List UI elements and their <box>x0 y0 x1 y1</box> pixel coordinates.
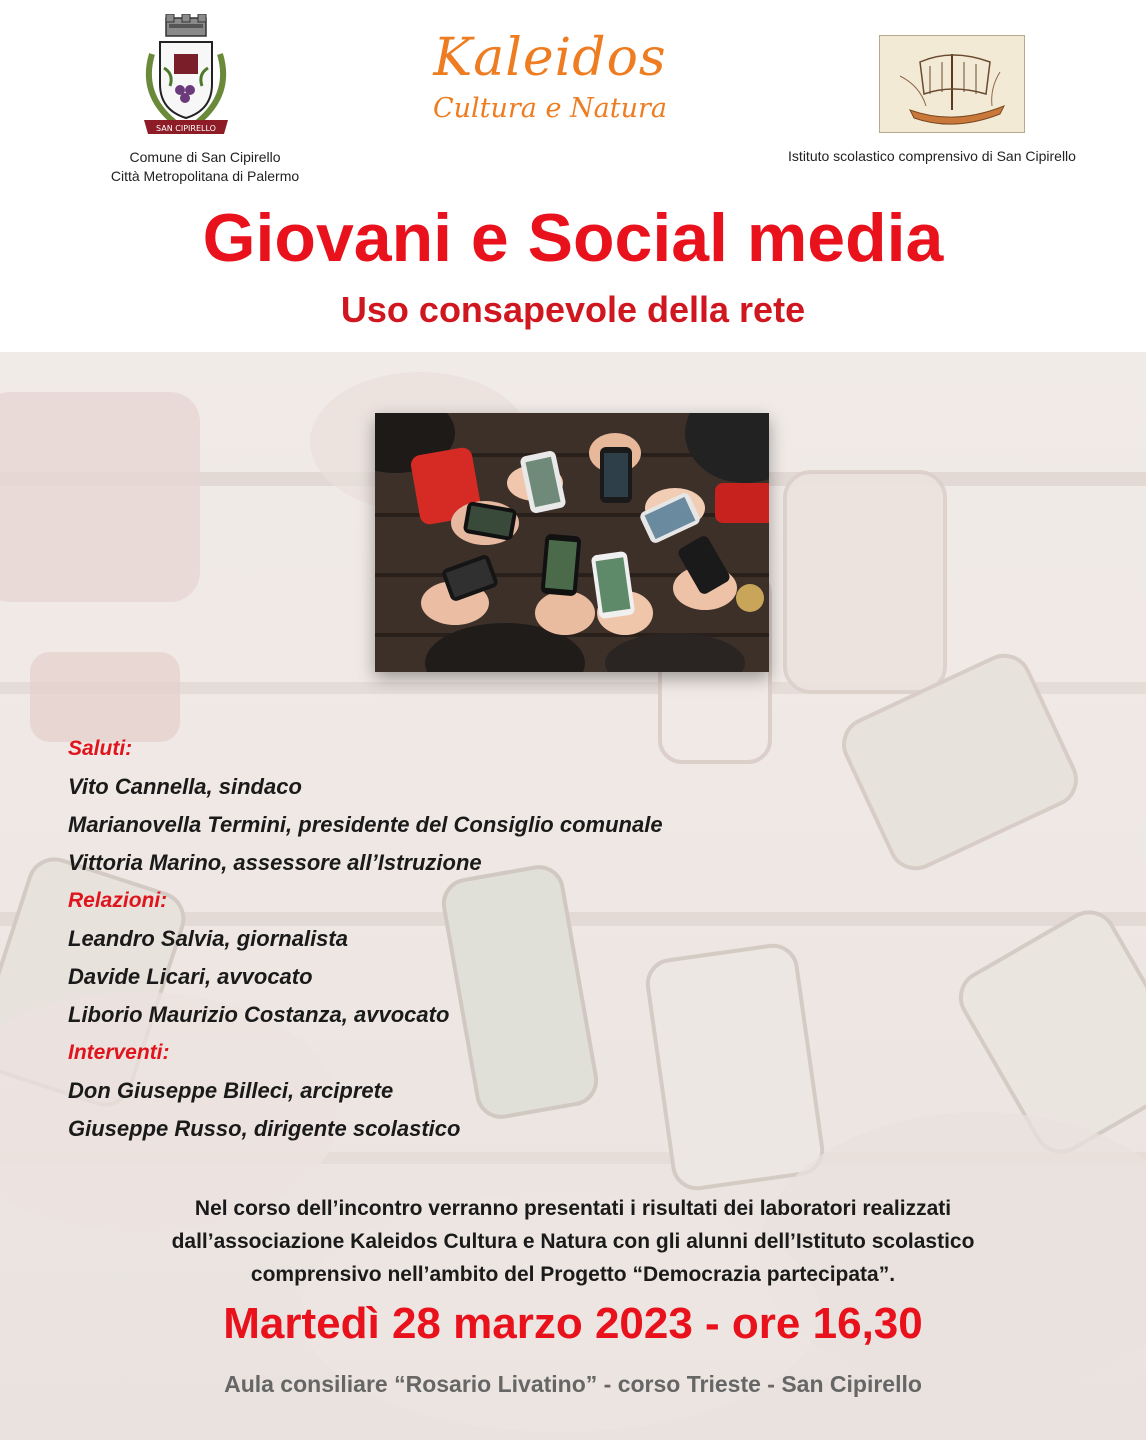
event-description <box>90 1192 1056 1291</box>
event-venue: Aula consiliare “Rosario Livatino” - corso Trieste - San Cipirello <box>224 1371 922 1397</box>
kaleidos-logo <box>400 28 700 126</box>
page-subtitle: Uso consapevole della rete <box>340 289 806 330</box>
relazioni-item: Leandro Salvia, giornalista <box>68 926 348 951</box>
saluti-heading: Saluti: <box>68 737 133 760</box>
logo-main-text: Kaleidos <box>433 28 667 88</box>
saluti-item: Vito Cannella, sindaco <box>68 774 302 799</box>
description-line: comprensivo nell’ambito del Progetto “Democrazia partecipata”. <box>250 1263 896 1286</box>
crest-ribbon-text: SAN CIPIRELLO <box>156 124 216 133</box>
relazioni-item: Liborio Maurizio Costanza, avvocato <box>68 1002 450 1027</box>
istituto-ship-logo <box>879 35 1025 133</box>
saluti-item: Marianovella Termini, presidente del Consiglio comunale <box>68 812 663 837</box>
logo-sub-text: Cultura e Natura <box>432 93 668 124</box>
saluti-item: Vittoria Marino, assessore all’Istruzione <box>68 850 482 875</box>
event-program <box>68 730 868 1148</box>
description-line: dall’associazione Kaleidos Cultura e Natura con gli alunni dell’Istituto scolastico <box>171 1230 975 1253</box>
header <box>0 0 1146 352</box>
page-title: Giovani e Social media <box>202 200 944 276</box>
comune-name: Comune di San Cipirello <box>129 149 281 165</box>
istituto-caption: Istituto scolastico comprensivo di San Cipirello <box>788 148 1076 164</box>
event-date: Martedì 28 marzo 2023 - ore 16,30 <box>223 1299 923 1348</box>
comune-caption <box>60 148 350 186</box>
description-line: Nel corso dell’incontro verranno presentati i risultati dei laboratori realizzati <box>194 1197 952 1220</box>
comune-crest-logo <box>134 14 238 142</box>
interventi-item: Giuseppe Russo, dirigente scolastico <box>68 1116 461 1141</box>
relazioni-item: Davide Licari, avvocato <box>68 964 313 989</box>
comune-metro: Città Metropolitana di Palermo <box>110 168 300 184</box>
students-phones-photo <box>375 413 769 672</box>
interventi-heading: Interventi: <box>68 1041 170 1064</box>
interventi-item: Don Giuseppe Billeci, arciprete <box>68 1078 394 1103</box>
relazioni-heading: Relazioni: <box>68 889 168 912</box>
